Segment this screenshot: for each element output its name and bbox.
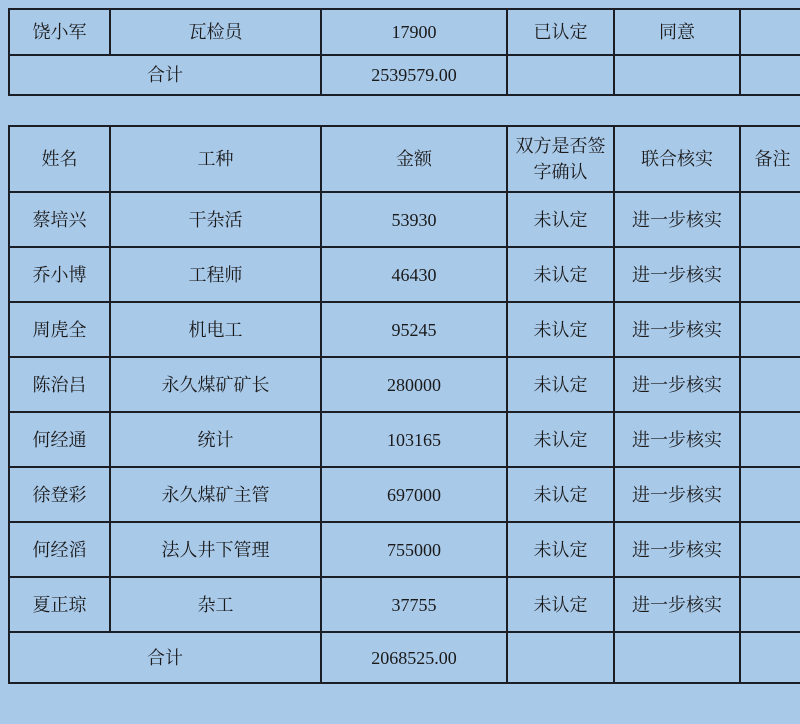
verify-cell: 进一步核实 — [614, 412, 740, 467]
table-row — [9, 192, 800, 247]
note-cell — [740, 522, 800, 577]
total-label-cell: 合计 — [9, 632, 321, 683]
note-cell — [740, 247, 800, 302]
job-cell: 工程师 — [110, 247, 321, 302]
verify-cell: 进一步核实 — [614, 357, 740, 412]
job-cell: 瓦检员 — [110, 9, 321, 55]
table-row — [9, 467, 800, 522]
empty-cell — [740, 632, 800, 683]
name-cell: 夏正琼 — [9, 577, 110, 632]
amount-cell: 280000 — [321, 357, 507, 412]
amount-cell: 37755 — [321, 577, 507, 632]
verify-cell: 进一步核实 — [614, 467, 740, 522]
sign-status-cell: 未认定 — [507, 357, 614, 412]
table-row — [9, 247, 800, 302]
sign-status-cell: 未认定 — [507, 247, 614, 302]
sign-status-cell: 已认定 — [507, 9, 614, 55]
sign-status-cell: 未认定 — [507, 522, 614, 577]
note-cell — [740, 9, 800, 55]
header-name: 姓名 — [9, 126, 110, 192]
empty-cell — [507, 55, 614, 95]
table-row — [9, 357, 800, 412]
table-row — [9, 302, 800, 357]
name-cell: 周虎全 — [9, 302, 110, 357]
job-cell: 永久煤矿矿长 — [110, 357, 321, 412]
name-cell: 陈治吕 — [9, 357, 110, 412]
verify-cell: 进一步核实 — [614, 192, 740, 247]
header-verify: 联合核实 — [614, 126, 740, 192]
empty-cell — [614, 55, 740, 95]
table-row — [9, 9, 800, 55]
total-label-cell: 合计 — [9, 55, 321, 95]
name-cell: 饶小军 — [9, 9, 110, 55]
amount-cell: 103165 — [321, 412, 507, 467]
job-cell: 杂工 — [110, 577, 321, 632]
sign-status-cell: 未认定 — [507, 192, 614, 247]
header-amount: 金额 — [321, 126, 507, 192]
header-note: 备注 — [740, 126, 800, 192]
total-row — [9, 55, 800, 95]
empty-cell — [740, 55, 800, 95]
amount-cell: 53930 — [321, 192, 507, 247]
note-cell — [740, 467, 800, 522]
header-row — [9, 126, 800, 192]
amount-cell: 95245 — [321, 302, 507, 357]
verify-cell: 进一步核实 — [614, 577, 740, 632]
sign-status-cell: 未认定 — [507, 577, 614, 632]
header-job: 工种 — [110, 126, 321, 192]
main-table — [8, 125, 800, 684]
header-sign: 双方是否签字确认 — [507, 126, 614, 192]
note-cell — [740, 357, 800, 412]
top-table — [8, 8, 800, 96]
table-row — [9, 412, 800, 467]
sign-status-cell: 未认定 — [507, 302, 614, 357]
sign-status-cell: 未认定 — [507, 467, 614, 522]
job-cell: 永久煤矿主管 — [110, 467, 321, 522]
sign-status-cell: 未认定 — [507, 412, 614, 467]
tables-gap — [8, 96, 800, 125]
job-cell: 干杂活 — [110, 192, 321, 247]
verify-cell: 进一步核实 — [614, 247, 740, 302]
verify-cell: 同意 — [614, 9, 740, 55]
total-amount-cell: 2539579.00 — [321, 55, 507, 95]
name-cell: 乔小博 — [9, 247, 110, 302]
empty-cell — [507, 632, 614, 683]
name-cell: 蔡培兴 — [9, 192, 110, 247]
note-cell — [740, 192, 800, 247]
job-cell: 法人井下管理 — [110, 522, 321, 577]
total-row — [9, 632, 800, 683]
total-amount-cell: 2068525.00 — [321, 632, 507, 683]
note-cell — [740, 302, 800, 357]
table-row — [9, 577, 800, 632]
name-cell: 何经滔 — [9, 522, 110, 577]
verify-cell: 进一步核实 — [614, 522, 740, 577]
amount-cell: 755000 — [321, 522, 507, 577]
empty-cell — [614, 632, 740, 683]
name-cell: 徐登彩 — [9, 467, 110, 522]
note-cell — [740, 412, 800, 467]
job-cell: 机电工 — [110, 302, 321, 357]
amount-cell: 46430 — [321, 247, 507, 302]
job-cell: 统计 — [110, 412, 321, 467]
table-row — [9, 522, 800, 577]
amount-cell: 17900 — [321, 9, 507, 55]
amount-cell: 697000 — [321, 467, 507, 522]
name-cell: 何经通 — [9, 412, 110, 467]
verify-cell: 进一步核实 — [614, 302, 740, 357]
note-cell — [740, 577, 800, 632]
